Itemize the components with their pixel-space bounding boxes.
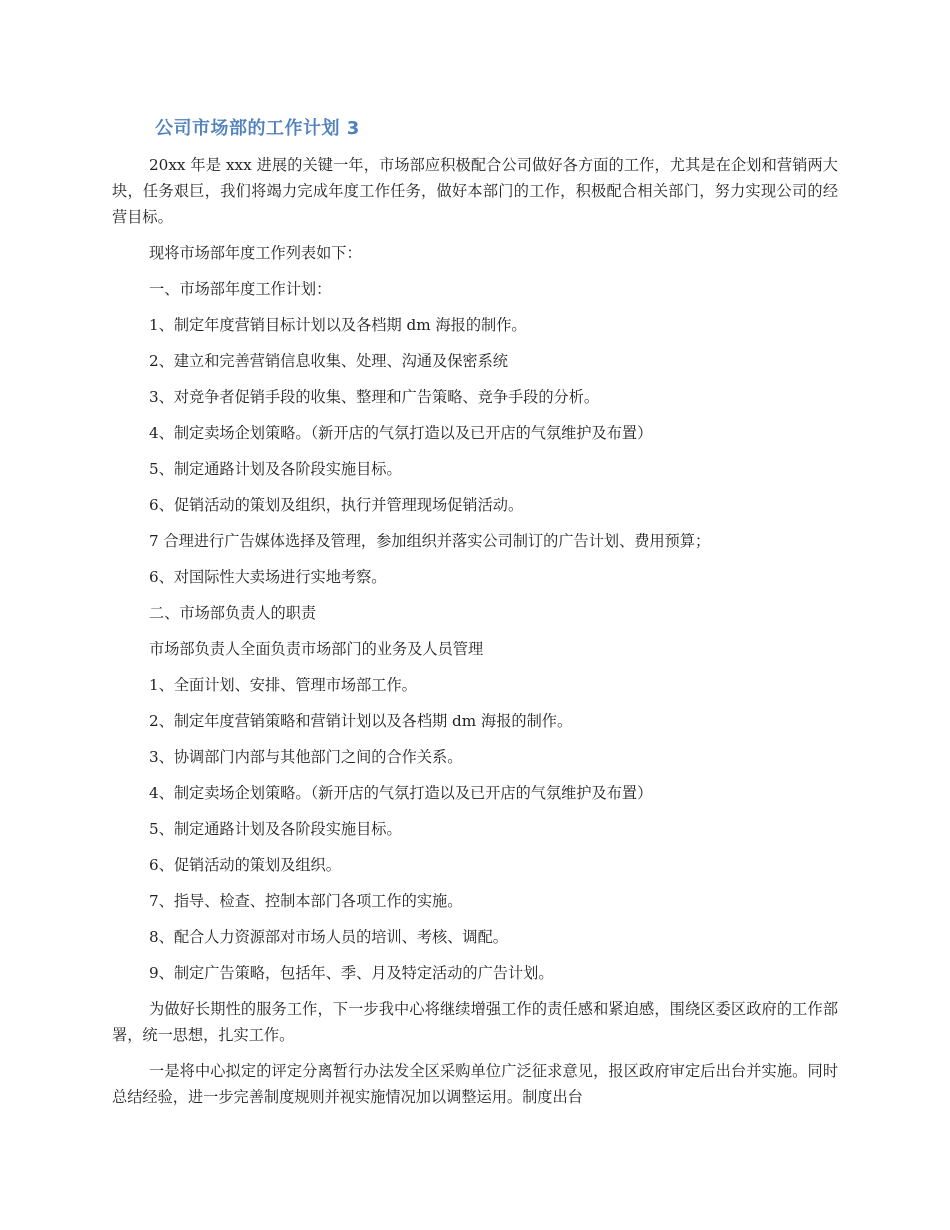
list-item: 4、制定卖场企划策略。（新开店的气氛打造以及已开店的气氛维护及布置） (149, 784, 653, 802)
intro-paragraph: 20xx 年是 xxx 进展的关键一年，市场部应积极配合公司做好各方面的工作，尤其是在企划和营销两大块，任务艰巨，我们将竭力完成年度工作任务，做好本部门的工作，积极配合相关部门，努力实现公司的经营目标。 (112, 156, 838, 226)
list-item: 4、制定卖场企划策略。（新开店的气氛打造以及已开店的气氛维护及布置） (149, 424, 653, 442)
list-item: 1、制定年度营销目标计划以及各档期 dm 海报的制作。 (149, 316, 527, 334)
responsibilities-intro: 市场部负责人全面负责市场部门的业务及人员管理 (149, 640, 484, 658)
list-item: 5、制定通路计划及各阶段实施目标。 (149, 820, 402, 838)
list-item: 6、促销活动的策划及组织。 (149, 856, 341, 874)
list-item: 5、制定通路计划及各阶段实施目标。 (149, 460, 402, 478)
list-item: 2、建立和完善营销信息收集、处理、沟通及保密系统 (149, 352, 508, 370)
list-item: 8、配合人力资源部对市场人员的培训、考核、调配。 (149, 928, 508, 946)
list-item: 7 合理进行广告媒体选择及管理，参加组织并落实公司制订的广告计划、费用预算； (149, 532, 711, 550)
section-heading-responsibilities: 二、市场部负责人的职责 (149, 604, 317, 622)
section-heading-annual-plan: 一、市场部年度工作计划： (149, 280, 332, 298)
list-item: 6、促销活动的策划及组织，执行并管理现场促销活动。 (149, 496, 524, 514)
document-title: 公司市场部的工作计划 3 (155, 118, 360, 139)
list-item: 9、制定广告策略，包括年、季、月及特定活动的广告计划。 (149, 964, 554, 982)
body-paragraph: 为做好长期性的服务工作，下一步我中心将继续增强工作的责任感和紧迫感，围绕区委区政府的工作部署，统一思想，扎实工作。 (112, 1000, 838, 1044)
list-item: 6、对国际性大卖场进行实地考察。 (149, 568, 387, 586)
list-item: 2、制定年度营销策略和营销计划以及各档期 dm 海报的制作。 (149, 712, 573, 730)
body-paragraph: 一是将中心拟定的评定分离暂行办法发全区采购单位广泛征求意见，报区政府审定后出台并实施。同时总结经验，进一步完善制度规则并视实施情况加以调整运用。制度出台 (112, 1062, 838, 1106)
document-body (112, 152, 838, 1120)
list-item: 3、协调部门内部与其他部门之间的合作关系。 (149, 748, 463, 766)
list-item: 1、全面计划、安排、管理市场部工作。 (149, 676, 417, 694)
list-intro: 现将市场部年度工作列表如下： (149, 244, 362, 262)
list-item: 7、指导、检查、控制本部门各项工作的实施。 (149, 892, 463, 910)
list-item: 3、对竞争者促销手段的收集、整理和广告策略、竞争手段的分析。 (149, 388, 600, 406)
